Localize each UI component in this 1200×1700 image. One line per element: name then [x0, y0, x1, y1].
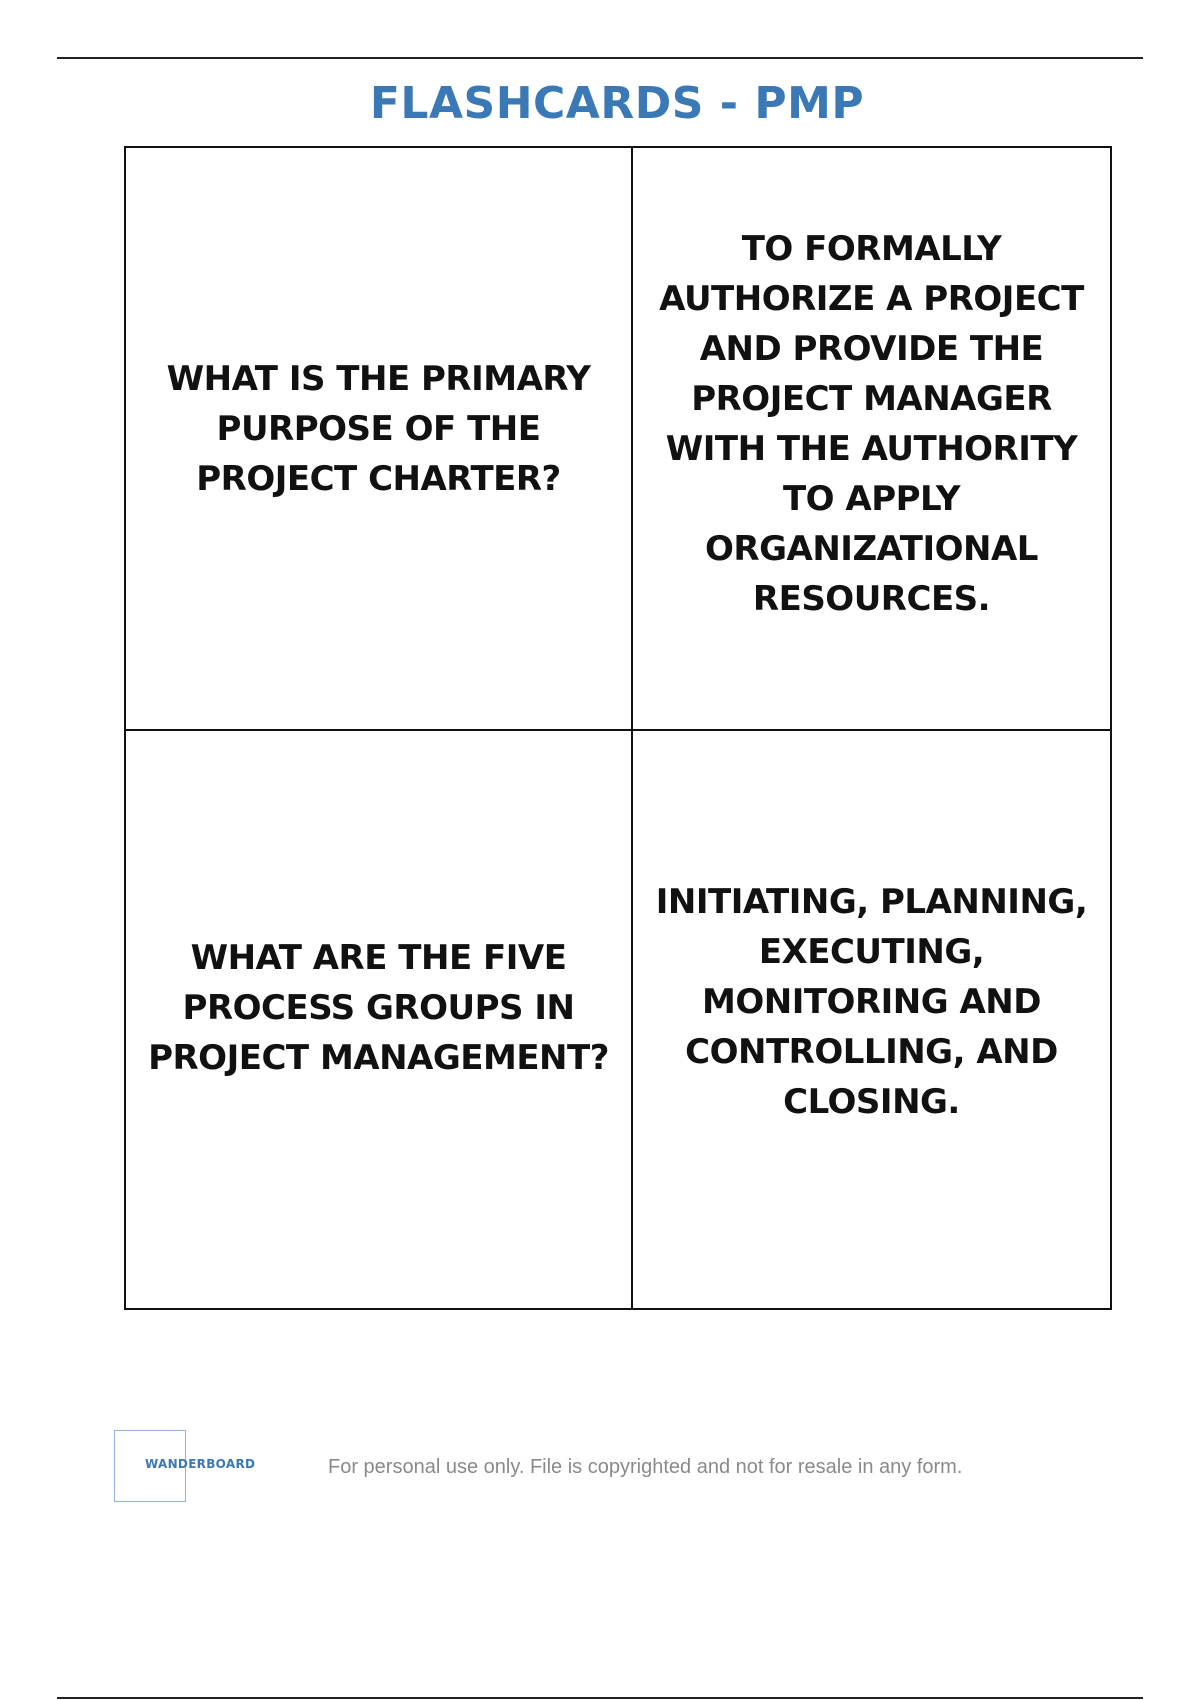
flashcard-text: TO FORMALLY AUTHORIZE A PROJECT AND PROVIDE THE PROJECT MANAGER WITH THE AUTHORITY TO APPLY ORGANIZATIONAL RESOURCES. [659, 228, 1084, 619]
flashcard-text: WHAT ARE THE FIVE PROCESS GROUPS IN PROJECT MANAGEMENT? [148, 937, 609, 1078]
top-rule [57, 57, 1143, 59]
flashcard-grid [124, 146, 1112, 1310]
flashcard-answer-2 [633, 731, 1110, 1308]
copyright-note: For personal use only. File is copyrighted and not for resale in any form. [328, 1456, 963, 1478]
flashcard-answer-1 [633, 148, 1110, 731]
flashcard-text: WHAT IS THE PRIMARY PURPOSE OF THE PROJECT CHARTER? [166, 358, 591, 499]
brand-logo-text: WANDERBOARD [145, 1457, 256, 1471]
flashcard-question-2 [126, 731, 633, 1308]
flashcard-question-1 [126, 148, 633, 731]
bottom-rule [57, 1697, 1143, 1699]
page-title: FLASHCARDS - PMP [369, 78, 865, 129]
flashcard-text: INITIATING, PLANNING, EXECUTING, MONITORING AND CONTROLLING, AND CLOSING. [655, 881, 1088, 1122]
